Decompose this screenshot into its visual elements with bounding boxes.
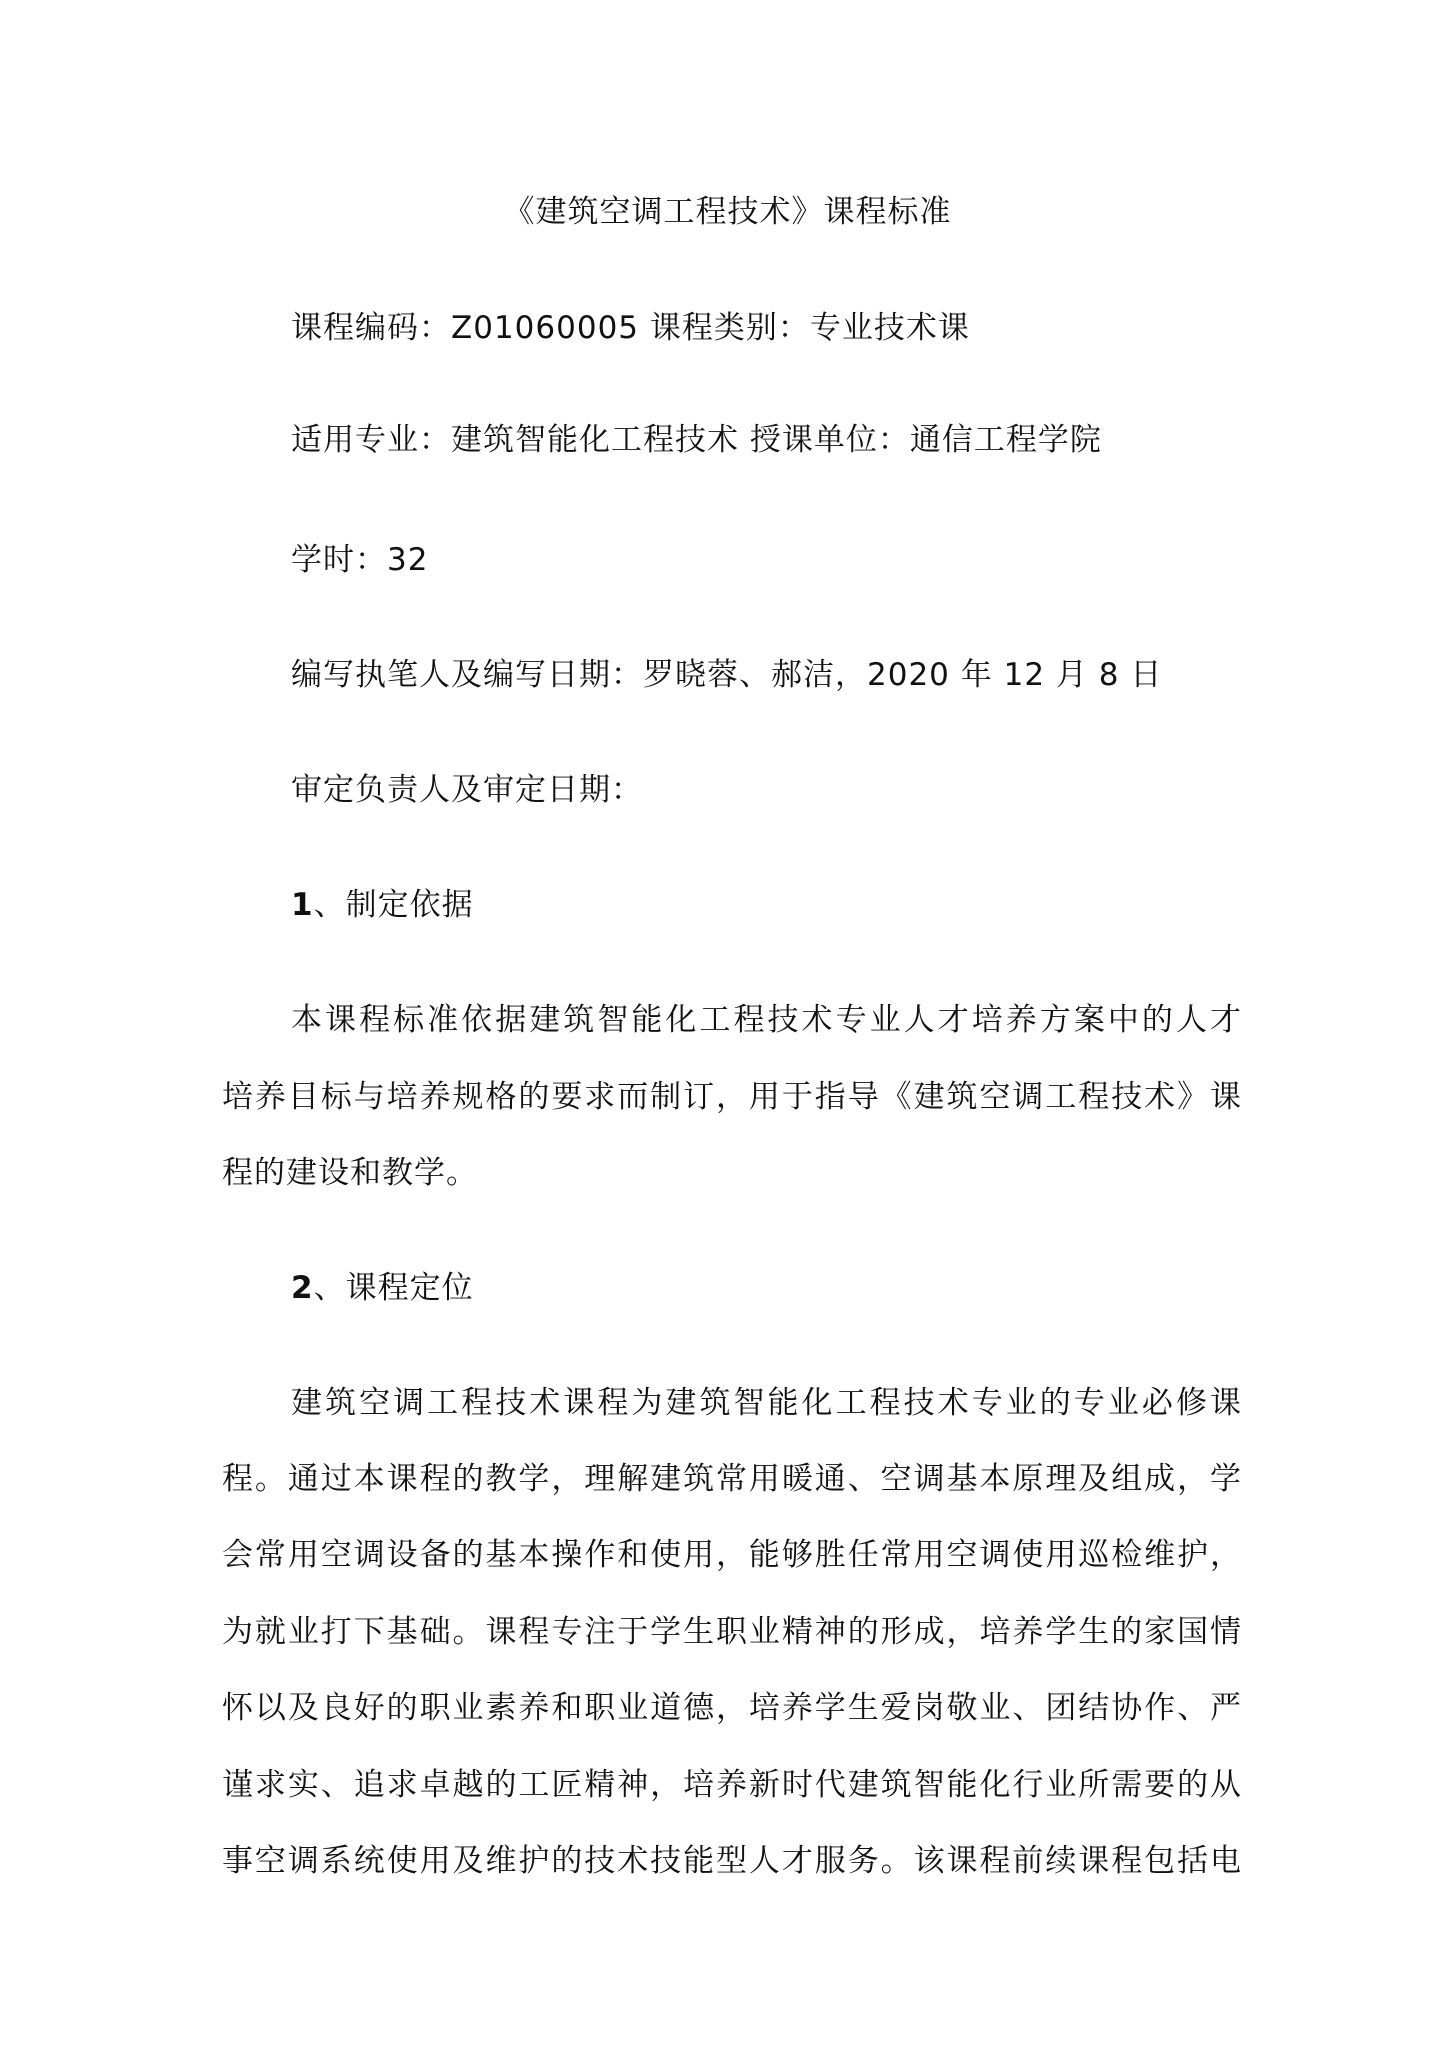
section-2-heading bbox=[291, 1268, 474, 1308]
section-2-para-line: 会常用空调设备的基本操作和使用，能够胜任常用空调使用巡检维护， bbox=[222, 1537, 1242, 1573]
section-2-para-line: 为就业打下基础。课程专注于学生职业精神的形成，培养学生的家国情 bbox=[222, 1614, 1242, 1650]
course-code-line: 课程编码：Z01060005 课程类别：专业技术课 bbox=[291, 310, 970, 346]
major-line: 适用专业：建筑智能化工程技术 授课单位：通信工程学院 bbox=[291, 422, 1102, 458]
author-line: 编写执笔人及编写日期：罗晓蓉、郝洁，2020 年 12 月 8 日 bbox=[291, 657, 1163, 693]
section-1-para-line: 培养目标与培养规格的要求而制订，用于指导《建筑空调工程技术》课 bbox=[222, 1079, 1242, 1115]
document-title: 《建筑空调工程技术》课程标准 bbox=[503, 194, 952, 230]
hours-line: 学时：32 bbox=[291, 542, 429, 578]
section-2-para-line: 怀以及良好的职业素养和职业道德，培养学生爱岗敬业、团结协作、严 bbox=[222, 1690, 1242, 1726]
section-1-para-line: 本课程标准依据建筑智能化工程技术专业人才培养方案中的人才 bbox=[291, 1002, 1242, 1038]
section-1-number: 1 bbox=[291, 887, 314, 923]
section-2-para-line: 谨求实、追求卓越的工匠精神，培养新时代建筑智能化行业所需要的从 bbox=[222, 1767, 1242, 1803]
section-2-para-line: 程。通过本课程的教学，理解建筑常用暖通、空调基本原理及组成，学 bbox=[222, 1461, 1242, 1497]
reviewer-line: 审定负责人及审定日期： bbox=[291, 772, 643, 808]
section-1-para-line: 程的建设和教学。 bbox=[222, 1155, 478, 1191]
section-1-heading bbox=[291, 885, 474, 925]
section-2-para-line: 建筑空调工程技术课程为建筑智能化工程技术专业的专业必修课 bbox=[291, 1385, 1242, 1421]
section-2-title: 、课程定位 bbox=[313, 1270, 474, 1306]
section-1-title: 、制定依据 bbox=[313, 887, 474, 923]
section-2-number: 2 bbox=[291, 1270, 314, 1306]
section-2-para-line: 事空调系统使用及维护的技术技能型人才服务。该课程前续课程包括电 bbox=[222, 1843, 1242, 1879]
